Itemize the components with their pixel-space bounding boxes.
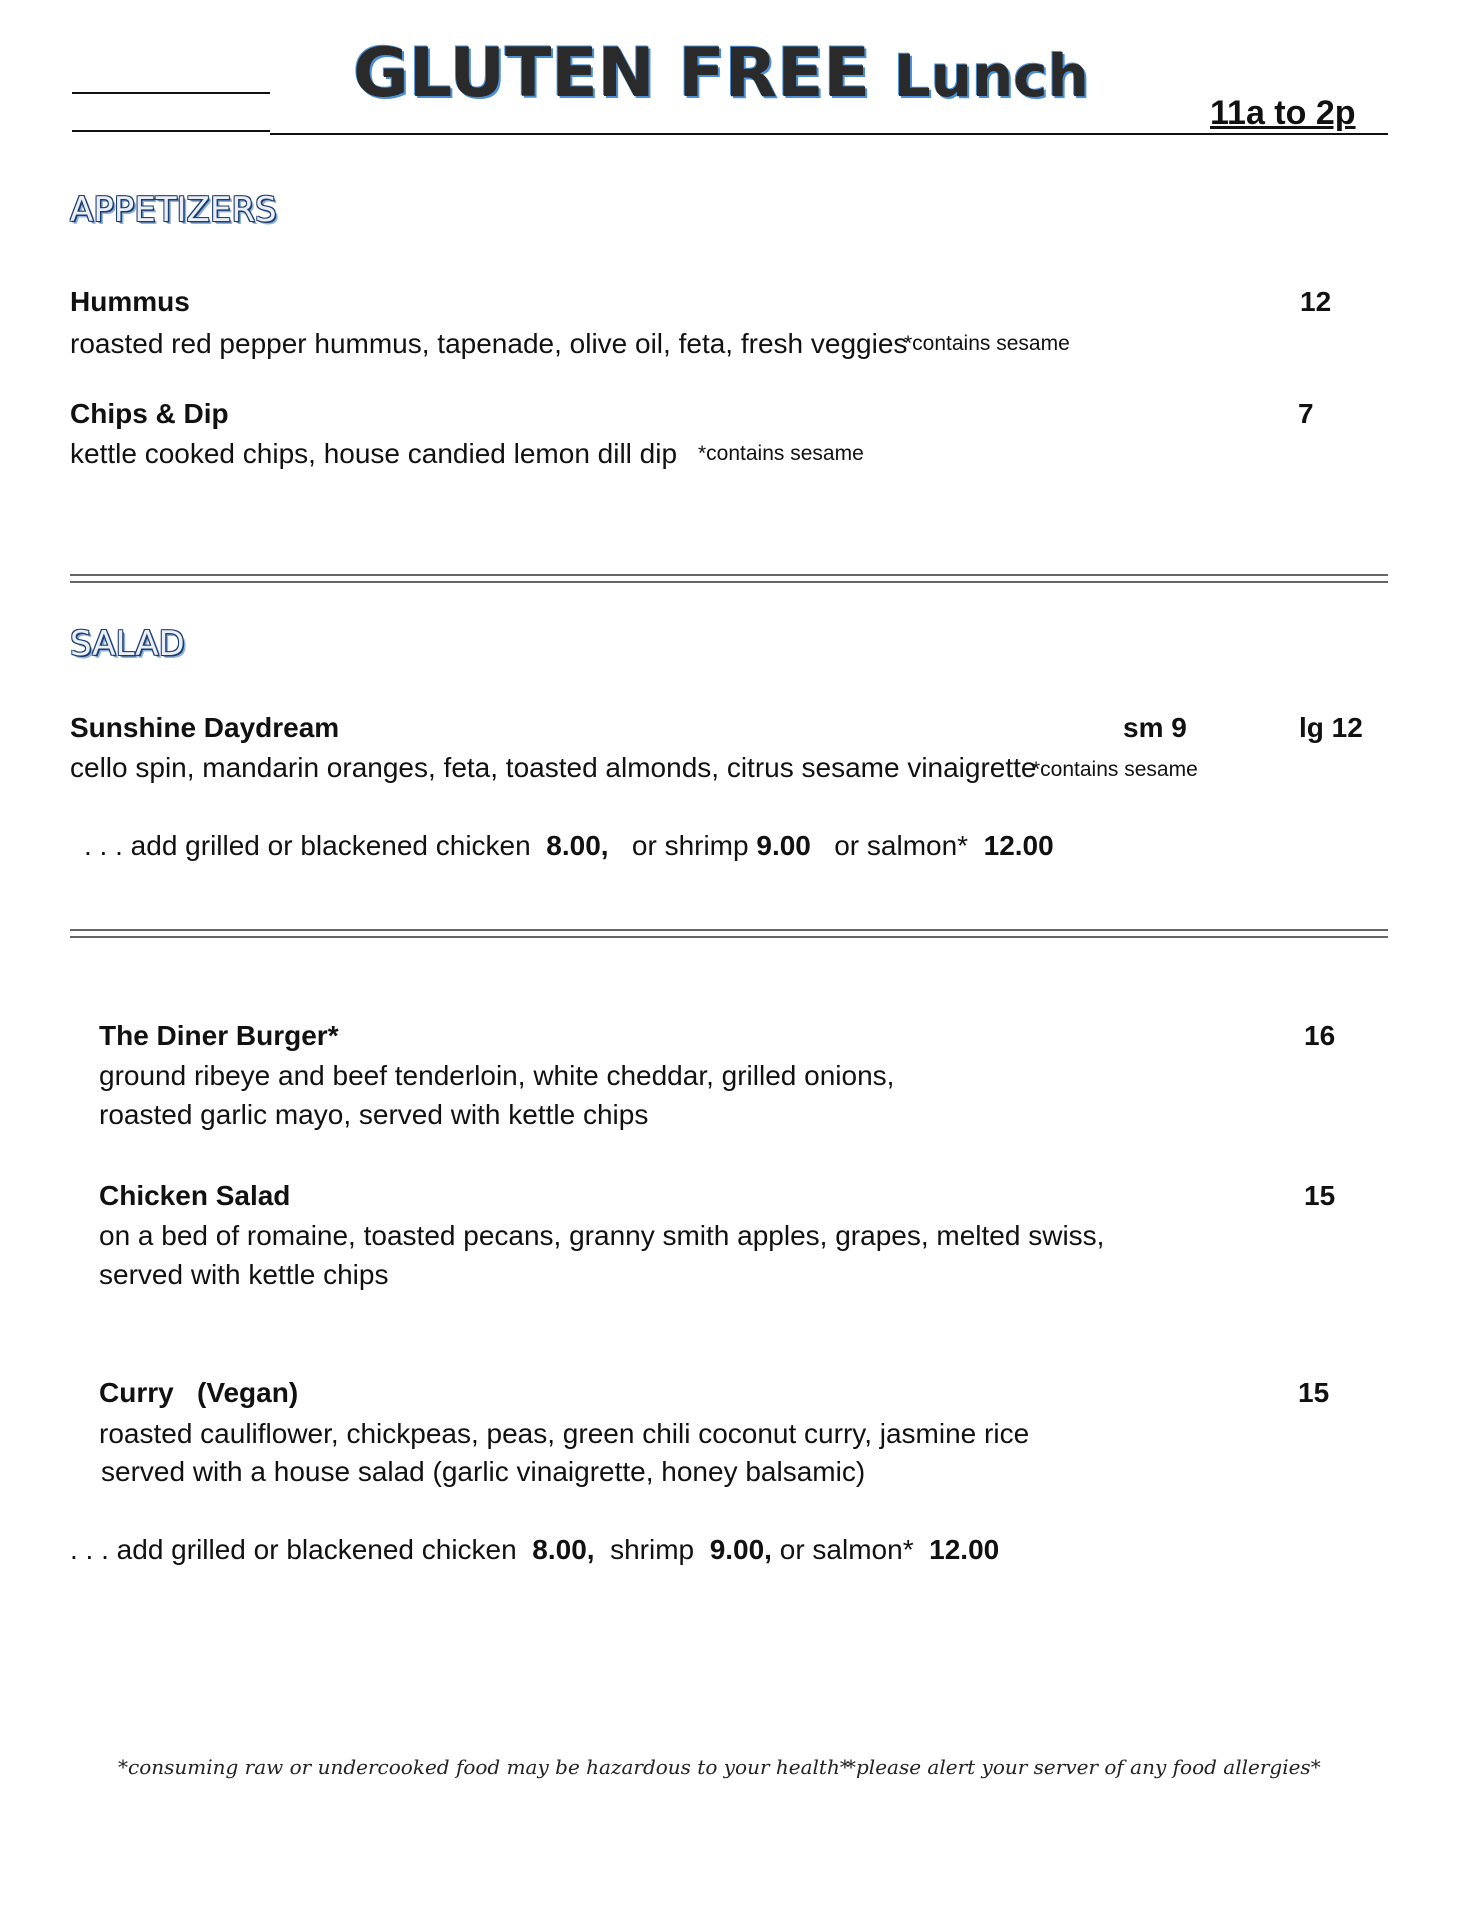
hummus-price: 12	[1300, 286, 1332, 317]
salad-heading: SALAD	[70, 624, 185, 664]
sunshine-daydream-price-small: sm 9	[1123, 712, 1187, 743]
salad-addon-shrimp-price: 9.00	[756, 830, 811, 861]
hummus-allergy-note: *contains sesame	[904, 332, 1070, 355]
hummus-name: Hummus	[70, 286, 190, 317]
salad-addon-line	[84, 830, 1054, 862]
chips-dip-allergy-note: *contains sesame	[698, 442, 864, 465]
salad-addon-prefix: . . . add grilled or blackened chicken	[84, 830, 531, 861]
diner-burger-name: The Diner Burger*	[99, 1020, 339, 1051]
title-main: GLUTEN FREE	[353, 34, 871, 113]
section-divider	[70, 929, 1388, 938]
curry-description-line2: served with a house salad (garlic vinaigrette, honey balsamic)	[101, 1456, 866, 1487]
hummus-description: roasted red pepper hummus, tapenade, olive oil, feta, fresh veggies	[70, 328, 908, 359]
allergy-notice: *please alert your server of any food allergies*	[846, 1755, 1321, 1779]
chips-dip-price: 7	[1298, 398, 1314, 429]
mains-addon-salmon-price: 12.00	[929, 1534, 1000, 1565]
sunshine-daydream-name: Sunshine Daydream	[70, 712, 340, 743]
sunshine-daydream-price-large: lg 12	[1299, 712, 1363, 743]
hours-label: 11a to 2p	[1210, 94, 1356, 132]
mains-addon-line	[70, 1534, 999, 1566]
chicken-salad-description-line1: on a bed of romaine, toasted pecans, granny smith apples, grapes, melted swiss,	[99, 1220, 1105, 1251]
mains-addon-prefix: . . . add grilled or blackened chicken	[70, 1534, 517, 1565]
salad-addon-salmon-price: 12.00	[983, 830, 1054, 861]
chips-dip-name: Chips & Dip	[70, 398, 229, 429]
mains-addon-shrimp-price: 9.00,	[709, 1534, 772, 1565]
chips-dip-description: kettle cooked chips, house candied lemon dill dip	[70, 438, 678, 469]
header-left-rule-top	[72, 92, 270, 94]
chicken-salad-description-line2: served with kettle chips	[99, 1259, 389, 1290]
curry-name: Curry (Vegan)	[99, 1377, 299, 1408]
header-left-rule-bottom	[72, 130, 270, 132]
diner-burger-price: 16	[1304, 1020, 1336, 1051]
mains-addon-shrimp-label: shrimp	[610, 1534, 695, 1565]
section-divider	[70, 574, 1388, 583]
curry-description-line1: roasted cauliflower, chickpeas, peas, green chili coconut curry, jasmine rice	[99, 1418, 1030, 1449]
mains-addon-chicken-price: 8.00,	[532, 1534, 595, 1565]
appetizers-heading: APPETIZERS	[70, 190, 277, 230]
diner-burger-description-line1: ground ribeye and beef tenderloin, white cheddar, grilled onions,	[99, 1060, 895, 1091]
salad-addon-salmon-label: or salmon*	[834, 830, 969, 861]
page-title	[353, 34, 1089, 113]
diner-burger-description-line2: roasted garlic mayo, served with kettle chips	[99, 1099, 649, 1130]
sunshine-daydream-allergy-note: *contains sesame	[1032, 758, 1198, 781]
salad-addon-shrimp-label: or shrimp	[631, 830, 749, 861]
header-rule	[270, 133, 1388, 135]
mains-addon-salmon-label: or salmon*	[779, 1534, 914, 1565]
chicken-salad-name: Chicken Salad	[99, 1180, 291, 1211]
salad-addon-chicken-price: 8.00,	[546, 830, 609, 861]
sunshine-daydream-description: cello spin, mandarin oranges, feta, toasted almonds, citrus sesame vinaigrette	[70, 752, 1037, 783]
title-lunch: Lunch	[893, 42, 1089, 110]
curry-price: 15	[1298, 1377, 1330, 1408]
chicken-salad-price: 15	[1304, 1180, 1336, 1211]
raw-food-warning: *consuming raw or undercooked food may be hazardous to your health*	[118, 1755, 850, 1779]
